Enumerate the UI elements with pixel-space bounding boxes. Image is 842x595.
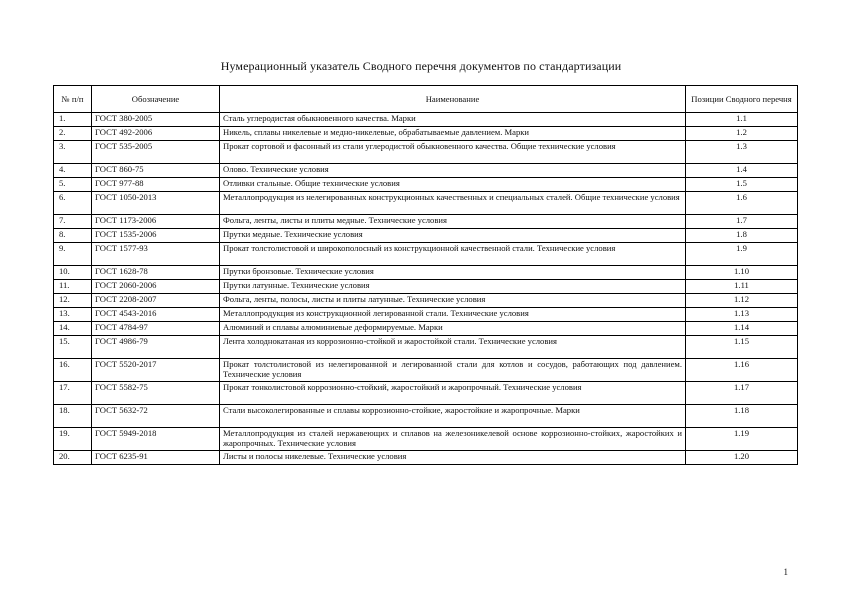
row-name: Прокат сортовой и фасонный из стали углеродистой обыкновенного качества. Общие технические условия	[220, 141, 686, 164]
row-position: 1.7	[686, 215, 798, 229]
row-position: 1.3	[686, 141, 798, 164]
row-name: Олово. Технические условия	[220, 164, 686, 178]
row-position: 1.9	[686, 243, 798, 266]
row-number: 2.	[54, 127, 92, 141]
row-designation: ГОСТ 2060-2006	[92, 280, 220, 294]
table-row	[54, 127, 798, 141]
row-number: 20.	[54, 451, 92, 465]
table-row	[54, 359, 798, 382]
row-number: 16.	[54, 359, 92, 382]
header-position: Позиции Сводного перечня	[686, 86, 798, 113]
table-row	[54, 280, 798, 294]
row-name: Алюминий и сплавы алюминиевые деформируемые. Марки	[220, 322, 686, 336]
row-designation: ГОСТ 4986-79	[92, 336, 220, 359]
row-designation: ГОСТ 5582-75	[92, 382, 220, 405]
row-number: 15.	[54, 336, 92, 359]
row-name: Прутки медные. Технические условия	[220, 229, 686, 243]
row-number: 3.	[54, 141, 92, 164]
table-row	[54, 294, 798, 308]
row-designation: ГОСТ 1628-78	[92, 266, 220, 280]
table-row	[54, 451, 798, 465]
row-number: 18.	[54, 405, 92, 428]
row-designation: ГОСТ 5520-2017	[92, 359, 220, 382]
row-position: 1.17	[686, 382, 798, 405]
row-number: 1.	[54, 113, 92, 127]
table-row	[54, 113, 798, 127]
row-number: 12.	[54, 294, 92, 308]
table-row	[54, 428, 798, 451]
table-row	[54, 192, 798, 215]
row-position: 1.1	[686, 113, 798, 127]
row-name: Отливки стальные. Общие технические условия	[220, 178, 686, 192]
row-name: Прокат толстолистовой и широкополосный из конструкционной качественной стали. Технические условия	[220, 243, 686, 266]
row-position: 1.8	[686, 229, 798, 243]
table-row	[54, 178, 798, 192]
row-number: 11.	[54, 280, 92, 294]
row-designation: ГОСТ 977-88	[92, 178, 220, 192]
row-position: 1.14	[686, 322, 798, 336]
table-row	[54, 141, 798, 164]
page-number: 1	[783, 567, 788, 577]
row-position: 1.19	[686, 428, 798, 451]
row-number: 9.	[54, 243, 92, 266]
row-position: 1.13	[686, 308, 798, 322]
table-row	[54, 336, 798, 359]
row-designation: ГОСТ 1173-2006	[92, 215, 220, 229]
row-name: Металлопродукция из сталей нержавеющих и сплавов на железоникелевой основе коррозионно-стойких, жаростойких и жаропрочных. Технические условия	[220, 428, 686, 451]
row-name: Фольга, ленты, полосы, листы и плиты латунные. Технические условия	[220, 294, 686, 308]
row-designation: ГОСТ 860-75	[92, 164, 220, 178]
row-name: Листы и полосы никелевые. Технические условия	[220, 451, 686, 465]
row-name: Стали высоколегированные и сплавы коррозионно-стойкие, жаростойкие и жаропрочные. Марки	[220, 405, 686, 428]
row-designation: ГОСТ 4784-97	[92, 322, 220, 336]
row-name: Прокат толстолистовой из нелегированной и легированной стали для котлов и сосудов, работающих под давлением. Технические условия	[220, 359, 686, 382]
row-designation: ГОСТ 1050-2013	[92, 192, 220, 215]
row-designation: ГОСТ 5632-72	[92, 405, 220, 428]
row-number: 5.	[54, 178, 92, 192]
row-name: Лента холоднокатаная из коррозионно-стойкой и жаростойкой стали. Технические условия	[220, 336, 686, 359]
row-position: 1.11	[686, 280, 798, 294]
row-position: 1.10	[686, 266, 798, 280]
row-number: 10.	[54, 266, 92, 280]
table-row	[54, 243, 798, 266]
row-designation: ГОСТ 535-2005	[92, 141, 220, 164]
row-name: Прокат тонколистовой коррозионно-стойкий, жаростойкий и жаропрочный. Технические условия	[220, 382, 686, 405]
row-position: 1.16	[686, 359, 798, 382]
row-designation: ГОСТ 1535-2006	[92, 229, 220, 243]
row-designation: ГОСТ 2208-2007	[92, 294, 220, 308]
header-designation: Обозначение	[92, 86, 220, 113]
row-position: 1.5	[686, 178, 798, 192]
table-row	[54, 229, 798, 243]
header-name: Наименование	[220, 86, 686, 113]
row-number: 14.	[54, 322, 92, 336]
row-position: 1.12	[686, 294, 798, 308]
table-row	[54, 382, 798, 405]
row-name: Никель, сплавы никелевые и медно-никелевые, обрабатываемые давлением. Марки	[220, 127, 686, 141]
table-row	[54, 322, 798, 336]
row-position: 1.4	[686, 164, 798, 178]
row-position: 1.6	[686, 192, 798, 215]
row-designation: ГОСТ 4543-2016	[92, 308, 220, 322]
table-row	[54, 215, 798, 229]
table-row	[54, 164, 798, 178]
row-number: 4.	[54, 164, 92, 178]
row-designation: ГОСТ 492-2006	[92, 127, 220, 141]
row-number: 8.	[54, 229, 92, 243]
row-position: 1.15	[686, 336, 798, 359]
row-designation: ГОСТ 5949-2018	[92, 428, 220, 451]
row-number: 6.	[54, 192, 92, 215]
row-number: 7.	[54, 215, 92, 229]
row-number: 19.	[54, 428, 92, 451]
row-name: Металлопродукция из нелегированных конструкционных качественных и специальных сталей. Общие технические условия	[220, 192, 686, 215]
table-row	[54, 308, 798, 322]
row-name: Фольга, ленты, листы и плиты медные. Технические условия	[220, 215, 686, 229]
row-name: Прутки латунные. Технические условия	[220, 280, 686, 294]
row-name: Металлопродукция из конструкционной легированной стали. Технические условия	[220, 308, 686, 322]
row-number: 17.	[54, 382, 92, 405]
table-header-row	[54, 86, 798, 113]
row-designation: ГОСТ 6235-91	[92, 451, 220, 465]
page-title: Нумерационный указатель Сводного перечня документов по стандартизации	[220, 59, 622, 73]
row-position: 1.20	[686, 451, 798, 465]
row-position: 1.18	[686, 405, 798, 428]
header-number: № п/п	[54, 86, 92, 113]
row-designation: ГОСТ 1577-93	[92, 243, 220, 266]
row-name: Сталь углеродистая обыкновенного качества. Марки	[220, 113, 686, 127]
row-designation: ГОСТ 380-2005	[92, 113, 220, 127]
row-number: 13.	[54, 308, 92, 322]
table-row	[54, 266, 798, 280]
row-name: Прутки бронзовые. Технические условия	[220, 266, 686, 280]
table-row	[54, 405, 798, 428]
row-position: 1.2	[686, 127, 798, 141]
document-index-table	[53, 85, 798, 465]
